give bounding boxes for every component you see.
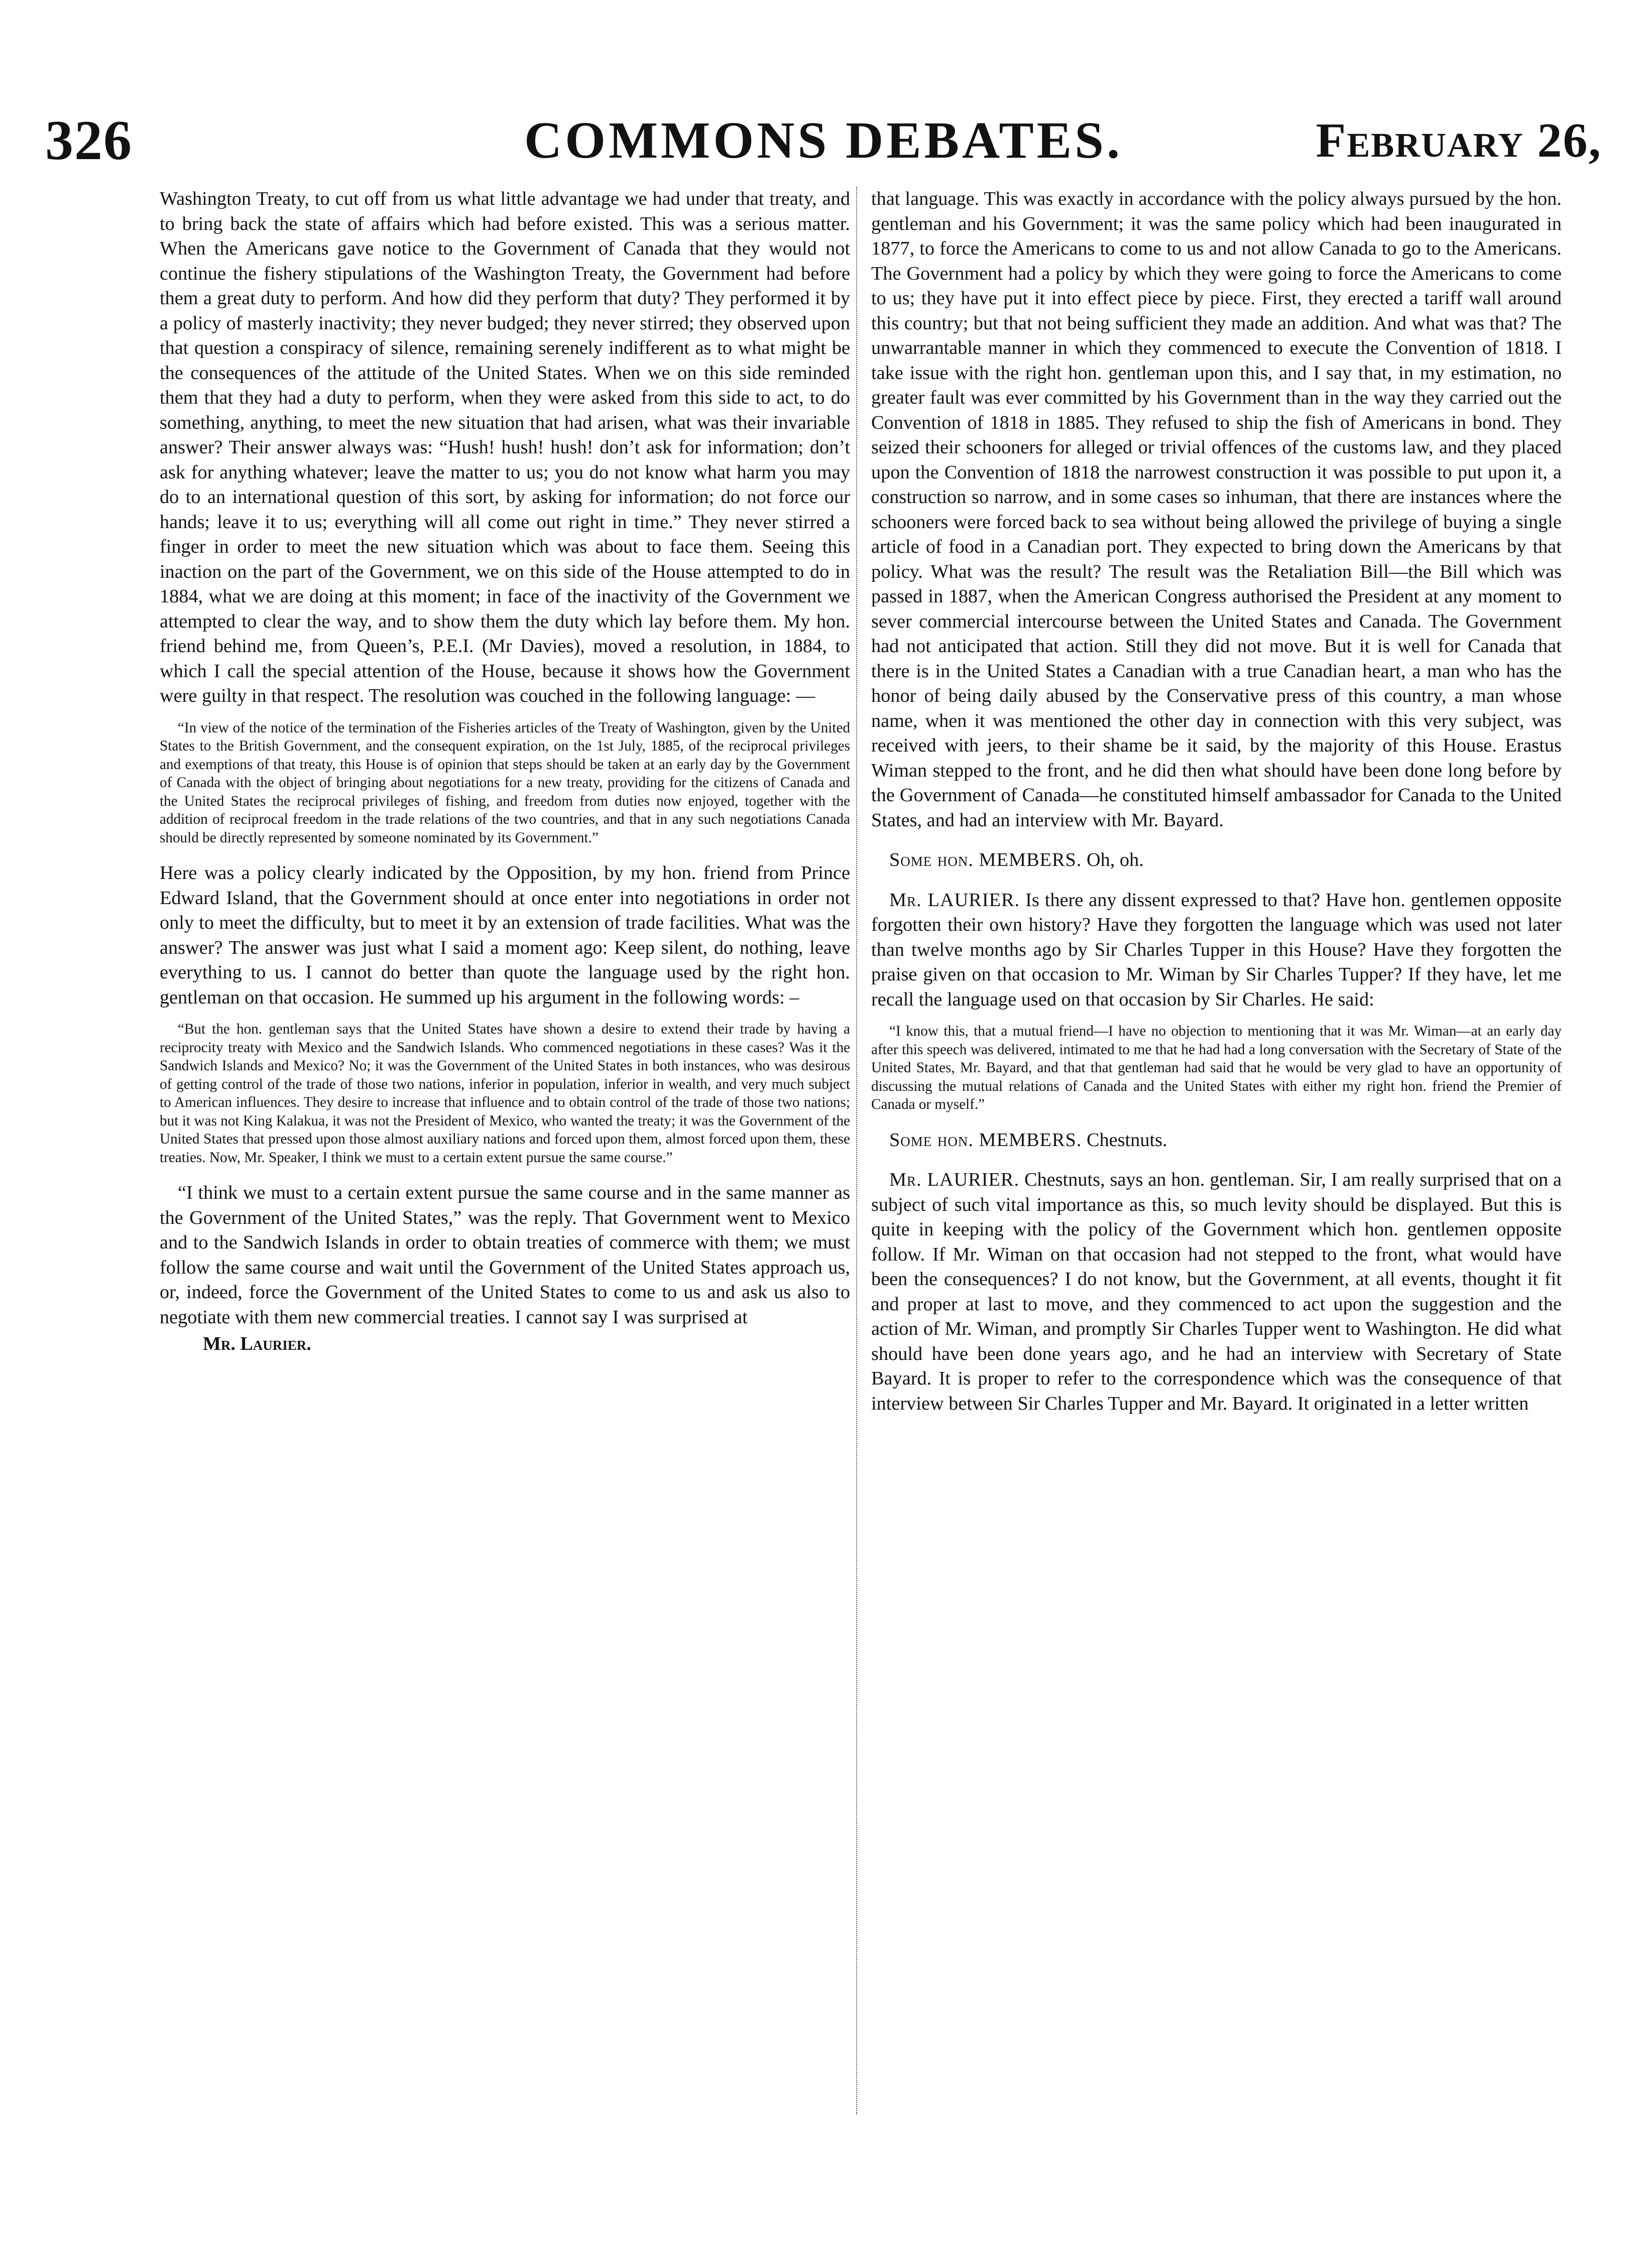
speaker-name: Mr. LAURIER. <box>889 889 1020 911</box>
running-footer-speaker: Mr. Laurier. <box>203 1333 311 1354</box>
paragraph: that language. This was exactly in accordance with the policy always pursued by the hon. gentleman and his Government; it was the same policy which had been inaugurated in 1877, to force the Americans to come to us and not allow Canada to go to the Americans. The Government had a policy by which they were going to force the Americans to come to us; they have put it into effect piece by piece. First, they erected a tariff wall around this country; but that not being sufficient they made an addition. And what was that? The unwarrantable manner in which they commenced to execute the Convention of 1818. I take issue with the right hon. gentleman upon this, and I say that, in my estimation, no greater fault was ever committed by his Government than in the way they carried out the Convention of 1818 in 1885. They refused to ship the fish of Americans in bond. They seized their schooners for alleged or trivial offences of the customs law, and they placed upon the Convention of 1818 the narrowest construction it was possible to put upon it, a construction so narrow, and in some cases so inhuman, that there are instances where the schooners were forced back to sea without being allowed the privilege of buying a single article of food in a Canadian port. They expected to bring down the Americans by that policy. What was the result? The result was the Retaliation Bill—the Bill which was passed in 1887, when the American Congress authorised the President at any moment to sever commercial intercourse between the United States and Canada. The Government had not anticipated that action. Still they did not move. But it is well for Canada that there is in the United States a Canadian with a true Canadian heart, a man who has the honor of being daily abused by the Conservative press of this country, a man whose name, when it was mentioned the other day in connection with this very subject, was received with jeers, to their shame be it said, by the majority of this House. Erastus Wiman stepped to the front, and he did then what should have been done long before by the Government of Canada—he constituted himself ambassador for Canada to the United States, and had an interview with Mr. Bayard. <box>871 188 1562 831</box>
column-divider <box>856 187 857 2114</box>
page-header <box>45 100 1602 181</box>
speech <box>871 1128 1562 1153</box>
page-number: 326 <box>45 109 133 172</box>
speech <box>871 848 1562 873</box>
speaker-name: Some hon. MEMBERS. <box>889 1129 1082 1151</box>
speaker-name: Mr. LAURIER. <box>889 1169 1020 1190</box>
paragraph: “I think we must to a certain extent pursue the same course and in the same manner as the Government of the United States,” was the reply. That Government went to Mexico and to the Sandwich Islands in order to obtain treaties of commerce with them; we must follow the same course and wait until the Government of the United States approach us, or, indeed, force the Government of the United States to come to us and ask us also to negotiate with them new commercial treaties. I cannot say I was surprised at <box>160 1182 850 1328</box>
publication-title: COMMONS DEBATES. <box>524 111 1123 169</box>
speech-text: Chestnuts. <box>1086 1129 1167 1151</box>
block-quote: “But the hon. gentleman says that the United States have shown a desire to extend their trade by having a reciprocity treaty with Mexico and the Sandwich Islands. Who commenced negotiations in these cases? Was it the Sandwich Islands and Mexico? No; it was the Government of the United States in both instances, who was desirous of getting control of the trade of those two nations, inferior in population, inferior in wealth, and very much subject to American influences. They desire to increase that influence and to obtain control of the trade of those two nations; but it was not King Kalakua, it was not the President of Mexico, who wanted the treaty; it was the Government of the United States that pressed upon those almost auxiliary nations and forced upon them, almost forced upon them, these treaties. Now, Mr. Speaker, I think we must to a certain extent pursue the same course.” <box>160 1021 850 1166</box>
paragraph: Here was a policy clearly indicated by the Opposition, by my hon. friend from Prince Edward Island, that the Government should at once enter into negotiations in order not only to meet the difficulty, but to meet it by an extension of trade facilities. What was the answer? The answer was just what I said a moment ago: Keep silent, do nothing, leave everything to us. I cannot do better than quote the language used by the right hon. gentleman on that occasion. He summed up his argument in the following words: – <box>160 862 850 1008</box>
speech-text: Is there any dissent expressed to that? Have hon. gentlemen opposite forgotten their own history? Have they forgotten the language which was used not later than twelve months ago by Sir Charles Tupper in this House? Have they forgotten the praise given on that occasion to Mr. Wiman by Sir Charles Tupper? If they have, let me recall the language used on that occasion by Sir Charles. He said: <box>871 889 1562 1010</box>
page-date: February 26, <box>1316 113 1602 168</box>
block-quote: “I know this, that a mutual friend—I have no objection to mentioning that it was Mr. Wiman—at an early day after this speech was delivered, intimated to me that he had had a long conversation with the Secretary of State of the United States, Mr. Bayard, and that that gentleman had said that he would be very glad to have an opportunity of discussing the mutual relations of Canada and the United States with either my right hon. friend the Premier of Canada or myself.” <box>871 1023 1562 1112</box>
speech <box>871 888 1562 1013</box>
right-column <box>871 187 1562 1416</box>
paragraph: Washington Treaty, to cut off from us what little advantage we had under that treaty, and to bring back the state of affairs which had before existed. This was a serious matter. When the Americans gave notice to the Government of Canada that they would not continue the fishery stipulations of the Washington Treaty, the Government had before them a great duty to perform. And how did they perform that duty? They performed it by a policy of masterly inactivity; they never budged; they never stirred; they observed upon that question a conspiracy of silence, remaining serenely indifferent as to what might be the consequences of the attitude of the United States. When we on this side reminded them that they had a duty to perform, when they were asked from this side to act, to do something, anything, to meet the new situation that had arisen, what was their invariable answer? Their answer always was: “Hush! hush! hush! don’t ask for information; don’t ask for anything whatever; leave the matter to us; you do not know what harm you may do to an international question of this sort, by asking for information; do not force our hands; leave it to us; everything will all come out right in time.” They never stirred a finger in order to meet the new situation which was about to face them. Seeing this inaction on the part of the Government, we on this side of the House attempted to do in 1884, what we are doing at this moment; in face of the inactivity of the Government we attempted to clear the way, and to show them the duty which lay before them. My hon. friend behind me, from Queen’s, P.E.I. (Mr Davies), moved a resolution, in 1884, to which I call the special attention of the House, because it shows how the Government were guilty in that respect. The resolution was couched in the following language: — <box>160 188 850 706</box>
speech <box>871 1168 1562 1416</box>
left-column <box>160 187 850 1357</box>
block-quote: “In view of the notice of the termination of the Fisheries articles of the Treaty of Washington, given by the United States to the British Government, and the consequent expiration, on the 1st July, 1885, of the reciprocal privileges and exemptions of that treaty, this House is of opinion that steps should be taken at an early day by the Government of Canada with the object of bringing about negotiations for a new treaty, providing for the citizens of Canada and the United States the reciprocal privileges of fishing, and freedom from duties now enjoyed, together with the addition of reciprocal freedom in the trade relations of the two countries, and that in any such negotiations Canada should be directly represented by someone nominated by its Government.” <box>160 719 850 846</box>
speaker-name: Some hon. MEMBERS. <box>889 849 1082 870</box>
speech-text: Chestnuts, says an hon. gentleman. Sir, I am really surprised that on a subject of such vital importance as this, so much levity should be displayed. But this is quite in keeping with the policy of the Government which hon. gentlemen opposite follow. If Mr. Wiman on that occasion had not stepped to the front, what would have been the consequences? I do not know, but the Government, at all events, thought it fit and proper at last to move, and they commenced to act upon the suggestion and the action of Mr. Wiman, and promptly Sir Charles Tupper went to Washington. He did what should have been done years ago, and he had an interview with Secretary of State Bayard. It is proper to refer to the correspondence which was the consequence of that interview between Sir Charles Tupper and Mr. Bayard. It originated in a letter written <box>871 1169 1562 1414</box>
speech-text: Oh, oh. <box>1086 849 1144 870</box>
